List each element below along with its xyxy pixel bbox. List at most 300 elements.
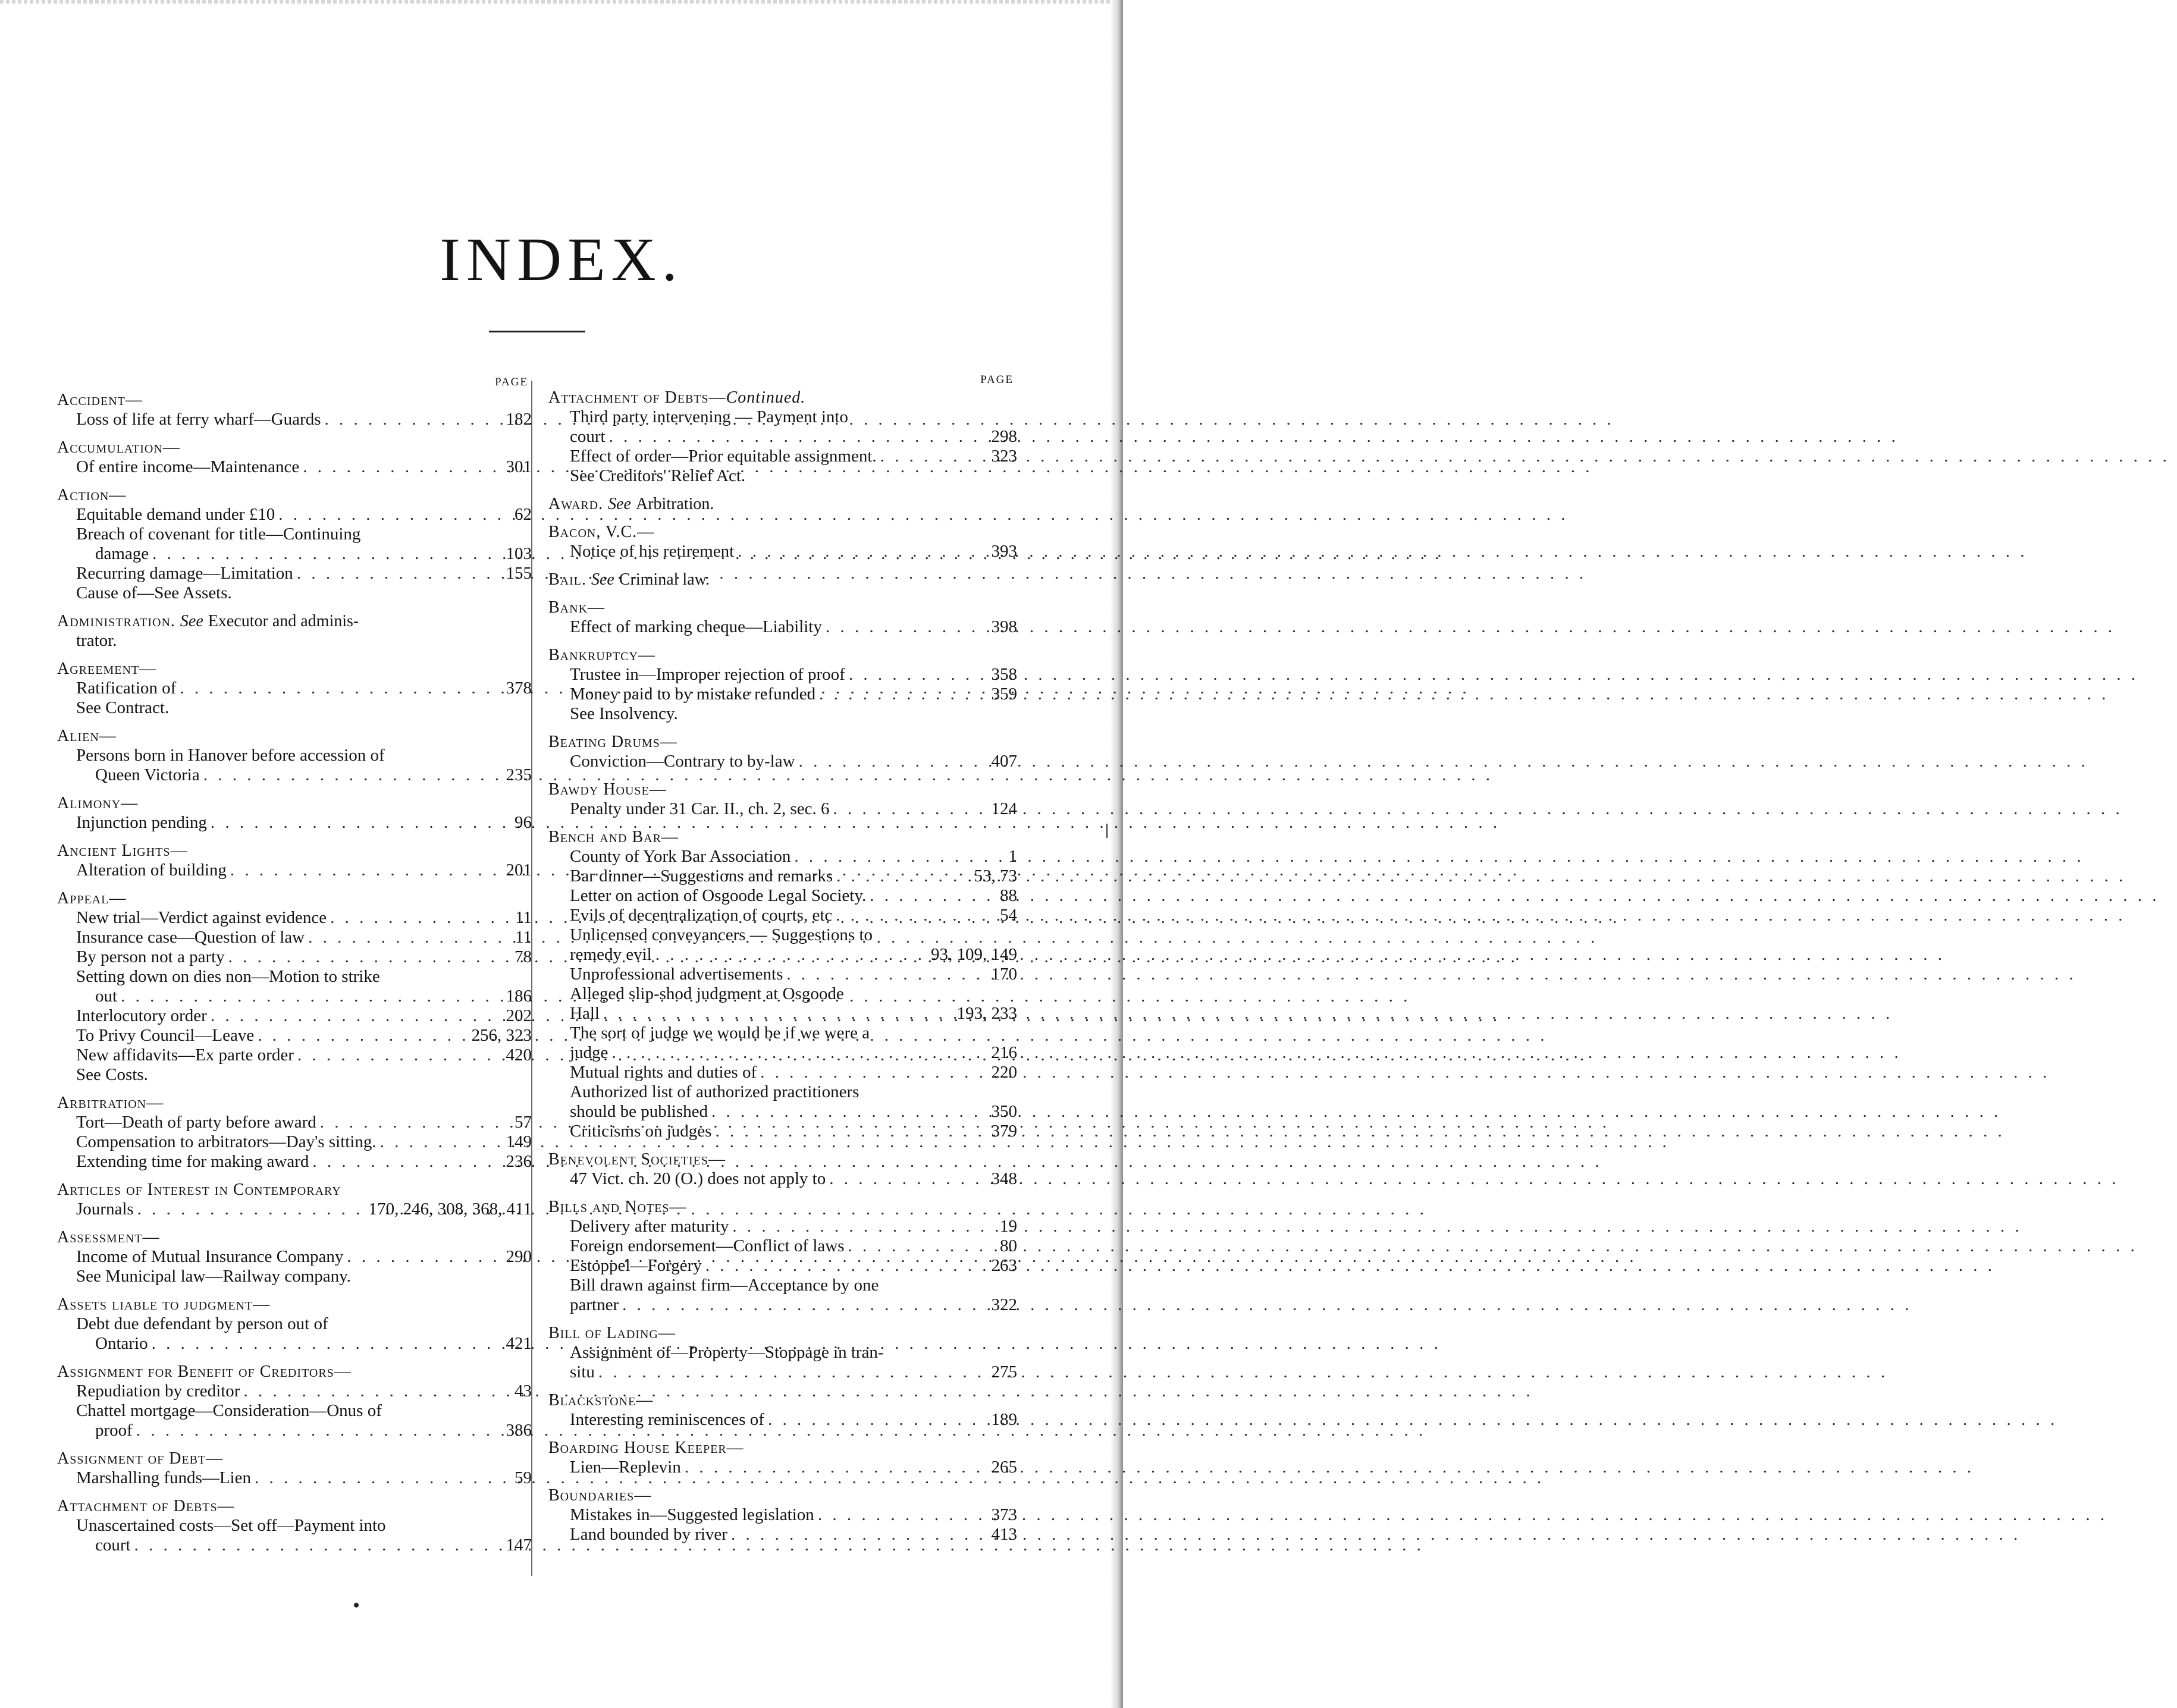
see-reference-target: Arbitration. xyxy=(635,495,714,513)
leader-dots xyxy=(799,752,988,771)
item-text: Compensation to arbitrators—Day's sitting. xyxy=(76,1132,377,1151)
entry-heading-text: Agreement— xyxy=(57,660,157,678)
index-item xyxy=(548,665,1017,685)
entry-heading xyxy=(548,388,1017,407)
entry-heading xyxy=(548,1390,1017,1410)
index-item xyxy=(57,1314,532,1334)
leader-dots xyxy=(243,1382,511,1401)
index-item xyxy=(548,427,1017,447)
entry-heading xyxy=(548,1323,1017,1343)
entry-heading xyxy=(548,598,1017,617)
item-text: Setting down on dies non—Motion to strike xyxy=(76,967,380,986)
page-number: 322 xyxy=(991,1295,1017,1314)
item-text: Debt due defendant by person out of xyxy=(76,1314,328,1333)
index-item xyxy=(57,1468,532,1488)
index-item xyxy=(57,1536,532,1555)
leader-dots xyxy=(848,1236,997,1256)
page-number: 358 xyxy=(991,665,1017,684)
index-item xyxy=(57,631,532,651)
item-text: Unascertained costs—Set off—Payment into xyxy=(76,1516,386,1535)
index-item xyxy=(57,1200,532,1219)
index-item xyxy=(57,1267,532,1286)
item-text: Equitable demand under £10 xyxy=(76,505,275,524)
index-item xyxy=(548,704,1017,724)
entry-heading-text: Boundaries— xyxy=(548,1486,652,1505)
index-item xyxy=(57,679,532,698)
index-entry xyxy=(548,1197,1017,1315)
entry-heading-text: Bank— xyxy=(548,598,606,617)
leader-dots xyxy=(611,1043,987,1063)
item-text: Tort—Death of party before award xyxy=(76,1113,316,1132)
index-entry xyxy=(57,1449,532,1488)
item-text: Mistakes in—Suggested legislation xyxy=(570,1505,814,1524)
leader-dots xyxy=(655,945,927,965)
index-entry xyxy=(57,1496,532,1555)
index-item xyxy=(57,505,532,525)
leader-dots xyxy=(826,617,988,637)
item-text: Interesting reminiscences of xyxy=(570,1410,764,1429)
index-item xyxy=(57,813,532,833)
index-entry xyxy=(57,1295,532,1354)
index-item xyxy=(548,617,1017,637)
page-number: 93, 109, 149 xyxy=(931,945,1017,964)
index-item xyxy=(57,1516,532,1536)
item-text: damage xyxy=(95,544,149,563)
index-entry xyxy=(548,645,1017,724)
entry-heading-text: Bail. xyxy=(548,570,586,589)
index-item xyxy=(548,1525,1017,1544)
page-number: 149 xyxy=(506,1132,532,1151)
leader-dots xyxy=(380,1132,503,1152)
item-text: The sort of judge we would be if we were a xyxy=(570,1023,870,1043)
page-number: 193, 233 xyxy=(956,1004,1017,1023)
entry-heading-text: Assessment— xyxy=(57,1228,160,1247)
leader-dots xyxy=(203,765,503,785)
index-entry xyxy=(57,726,532,785)
item-text: Of entire income—Maintenance xyxy=(76,457,300,476)
index-item xyxy=(57,1401,532,1421)
page-number: 96 xyxy=(515,813,532,832)
leader-dots xyxy=(258,1026,468,1045)
index-entry xyxy=(57,1227,532,1286)
index-item xyxy=(548,685,1017,704)
page-number: 301 xyxy=(506,457,532,476)
index-entry xyxy=(57,888,532,1085)
see-reference-label: See xyxy=(180,612,203,630)
page-number: 407 xyxy=(991,752,1017,771)
page-number: 420 xyxy=(506,1045,532,1065)
index-item xyxy=(548,1410,1017,1430)
leader-dots xyxy=(255,1468,511,1488)
entry-heading-text: Boarding House Keeper— xyxy=(548,1439,744,1457)
page-number: 290 xyxy=(506,1247,532,1266)
index-item xyxy=(57,1006,532,1026)
see-reference-target: Criminal law. xyxy=(619,570,710,589)
item-text: out xyxy=(95,987,118,1006)
item-text: See Contract. xyxy=(76,698,170,717)
index-item xyxy=(57,861,532,880)
page-number: 19 xyxy=(1000,1217,1017,1236)
item-text: Hall xyxy=(570,1004,600,1023)
left-column xyxy=(57,375,532,1563)
item-text: Interlocutory order xyxy=(76,1006,207,1025)
leader-dots xyxy=(297,1045,503,1065)
index-item xyxy=(548,886,1017,906)
item-text: Extending time for making award xyxy=(76,1152,309,1171)
entry-heading xyxy=(548,732,1017,752)
item-text: See Insolvency. xyxy=(570,704,678,723)
leader-dots xyxy=(320,1113,511,1132)
index-item xyxy=(548,1295,1017,1315)
index-item xyxy=(57,1132,532,1152)
index-entry xyxy=(548,522,1017,561)
page-number: 53, 73 xyxy=(974,866,1017,886)
entry-heading xyxy=(548,827,1017,847)
leader-dots xyxy=(794,847,1005,866)
index-entry xyxy=(548,732,1017,771)
entry-heading xyxy=(57,390,532,410)
item-text: Foreign endorsement—Conflict of laws xyxy=(570,1236,845,1255)
index-entry xyxy=(548,1486,1017,1544)
item-text: Cause of—See Assets. xyxy=(76,583,232,602)
leader-dots xyxy=(312,1152,502,1172)
leader-dots xyxy=(786,965,987,984)
leader-dots xyxy=(849,665,988,685)
page-number: 393 xyxy=(991,542,1017,561)
page-number: 57 xyxy=(515,1113,532,1132)
item-text: Money paid to by mistake refunded xyxy=(570,685,816,704)
index-item xyxy=(57,947,532,967)
entry-heading-text: Assets liable to judgment— xyxy=(57,1295,271,1314)
index-item xyxy=(57,583,532,603)
item-text: Unlicensed conveyancers — Suggestions to xyxy=(570,925,873,944)
page-number: 265 xyxy=(991,1458,1017,1477)
index-item xyxy=(548,407,1017,427)
page-number: 421 xyxy=(506,1334,532,1353)
index-item xyxy=(548,1458,1017,1477)
page-number: 350 xyxy=(991,1102,1017,1121)
index-entry xyxy=(57,611,532,651)
page-number: 88 xyxy=(1000,886,1017,905)
item-text: Third party intervening — Payment into xyxy=(570,407,848,426)
entry-heading xyxy=(548,780,1017,799)
entry-heading xyxy=(57,1093,532,1113)
entry-heading-text: Action— xyxy=(57,486,127,504)
page-number: 1 xyxy=(1008,847,1017,866)
entry-heading-text: Bill of Lading— xyxy=(548,1324,676,1342)
leader-dots xyxy=(230,861,503,880)
index-item xyxy=(548,799,1017,819)
item-text: Penalty under 31 Car. II., ch. 2, sec. 6 xyxy=(570,799,830,818)
index-entry xyxy=(57,390,532,429)
index-item xyxy=(548,906,1017,925)
entry-heading xyxy=(57,793,532,813)
page-number: 323 xyxy=(991,447,1017,466)
index-item xyxy=(57,987,532,1006)
index-item xyxy=(548,752,1017,771)
leader-dots xyxy=(308,928,512,947)
index-item xyxy=(548,1023,1017,1043)
index-item xyxy=(548,1063,1017,1082)
item-text: By person not a party xyxy=(76,947,225,966)
index-item xyxy=(57,1334,532,1354)
item-text: court xyxy=(95,1536,131,1555)
see-reference-target: Executor and adminis- xyxy=(208,612,359,630)
item-text: Bill drawn against firm—Acceptance by one xyxy=(570,1276,879,1295)
entry-heading-text: Blackstone— xyxy=(548,1391,654,1409)
entry-heading xyxy=(548,570,1017,589)
page-number: 103 xyxy=(506,544,532,563)
entry-heading-text: Arbitration— xyxy=(57,1094,164,1112)
item-text: Estoppel—Forgery xyxy=(570,1256,702,1275)
index-entry xyxy=(548,494,1017,514)
entry-heading-continued: Continued. xyxy=(726,388,806,407)
index-item xyxy=(548,1004,1017,1023)
leader-dots xyxy=(732,1217,996,1236)
page-number: 359 xyxy=(991,685,1017,704)
leader-dots xyxy=(738,542,987,561)
leader-dots xyxy=(137,1200,365,1219)
page-number: 201 xyxy=(506,861,532,880)
page-number: 43 xyxy=(515,1382,532,1401)
page-number: 147 xyxy=(506,1536,532,1555)
leader-dots xyxy=(297,564,503,583)
entry-heading xyxy=(548,522,1017,542)
entry-heading xyxy=(57,888,532,908)
index-item xyxy=(57,928,532,947)
entry-heading-text: Ancient Lights— xyxy=(57,842,188,860)
index-item xyxy=(548,1276,1017,1295)
margin-mark xyxy=(1106,824,1108,838)
leader-dots xyxy=(603,1004,953,1023)
index-item xyxy=(57,1026,532,1045)
leader-dots xyxy=(819,685,987,704)
item-text: Bar dinner—Suggestions and remarks xyxy=(570,866,833,886)
leader-dots xyxy=(121,987,502,1006)
page-number: 235 xyxy=(506,765,532,784)
entry-heading xyxy=(57,1295,532,1314)
index-item xyxy=(548,1343,1017,1362)
entry-heading-text: Bills and Notes— xyxy=(548,1198,687,1216)
page-number: 263 xyxy=(991,1256,1017,1275)
index-item xyxy=(548,447,1017,466)
index-item xyxy=(57,1247,532,1267)
index-entry xyxy=(548,1323,1017,1382)
leader-dots xyxy=(152,1334,503,1354)
index-item xyxy=(57,1113,532,1132)
index-item xyxy=(57,967,532,987)
item-text: To Privy Council—Leave xyxy=(76,1026,255,1045)
item-text: Loss of life at ferry wharf—Guards xyxy=(76,410,321,429)
entry-heading-text: Assignment for Benefit of Creditors— xyxy=(57,1362,352,1381)
entry-heading-text: Bankruptcy— xyxy=(548,646,655,664)
index-entry xyxy=(548,1150,1017,1189)
entry-heading xyxy=(57,438,532,457)
page-number: 413 xyxy=(991,1525,1017,1544)
entry-heading-text: Bacon, V.C.— xyxy=(548,523,655,541)
index-item xyxy=(548,1362,1017,1382)
item-text: Effect of order—Prior equitable assignment. xyxy=(570,447,877,466)
leader-dots xyxy=(715,1122,987,1141)
index-entry xyxy=(548,570,1017,589)
index-item xyxy=(57,457,532,477)
entry-heading-text: Alimony— xyxy=(57,794,139,812)
entry-heading xyxy=(548,1486,1017,1505)
item-text: New trial—Verdict against evidence xyxy=(76,908,327,927)
item-text: Criticisms on judges xyxy=(570,1122,712,1141)
item-text: situ xyxy=(570,1362,595,1382)
index-item xyxy=(548,965,1017,984)
leader-dots xyxy=(152,544,502,564)
page-number: 373 xyxy=(991,1505,1017,1524)
leader-dots xyxy=(325,410,503,429)
entry-heading xyxy=(57,485,532,505)
index-item xyxy=(548,1082,1017,1102)
page-number: 182 xyxy=(506,410,532,429)
item-text: Delivery after maturity xyxy=(570,1217,729,1236)
item-text: Letter on action of Osgoode Legal Society. xyxy=(570,886,867,905)
entry-heading xyxy=(57,1227,532,1247)
item-text: Journals xyxy=(76,1200,134,1219)
index-item xyxy=(548,1236,1017,1256)
item-text: Insurance case—Question of law xyxy=(76,928,305,947)
index-entry xyxy=(57,793,532,833)
entry-heading xyxy=(548,1438,1017,1458)
leader-dots xyxy=(836,906,996,925)
item-text: Queen Victoria xyxy=(95,765,200,784)
page-number: 80 xyxy=(1000,1236,1017,1255)
page-number: 59 xyxy=(515,1468,532,1487)
item-text: proof xyxy=(95,1421,133,1440)
leader-dots xyxy=(760,1063,987,1082)
item-text: 47 Vict. ch. 20 (O.) does not apply to xyxy=(570,1169,826,1188)
item-text: See Costs. xyxy=(76,1065,148,1084)
leader-dots xyxy=(598,1362,988,1382)
item-text: See Creditors' Relief Act. xyxy=(570,466,746,485)
leader-dots xyxy=(731,1525,988,1544)
index-item xyxy=(57,908,532,928)
page-number: 62 xyxy=(515,505,532,524)
item-text: Mutual rights and duties of xyxy=(570,1063,757,1082)
index-item xyxy=(57,746,532,765)
entry-heading xyxy=(57,1180,532,1200)
entry-heading-text: Alien— xyxy=(57,727,117,745)
leader-dots xyxy=(870,886,996,906)
entry-heading xyxy=(57,841,532,861)
entry-heading-text: Bawdy House— xyxy=(548,780,667,799)
entry-heading xyxy=(57,726,532,746)
right-entries xyxy=(548,388,1017,1544)
page-number: 216 xyxy=(991,1043,1017,1062)
index-entry xyxy=(57,1362,532,1440)
page-number: 11 xyxy=(515,908,532,927)
page-number: 11 xyxy=(515,928,532,947)
entry-heading-text: Award. xyxy=(548,495,604,513)
index-item xyxy=(548,866,1017,886)
index-entry xyxy=(57,841,532,880)
entry-heading xyxy=(548,1197,1017,1217)
item-text: Authorized list of authorized practitioners xyxy=(570,1082,859,1101)
left-entries xyxy=(57,390,532,1555)
item-text: Lien—Replevin xyxy=(570,1458,681,1477)
index-entry xyxy=(548,598,1017,637)
leader-dots xyxy=(278,505,511,525)
entry-heading-text: Bench and Bar— xyxy=(548,828,679,846)
index-entry xyxy=(548,780,1017,819)
item-text: Alleged slip-shod judgment at Osgoode xyxy=(570,984,844,1003)
page-number: 236 xyxy=(506,1152,532,1171)
item-text: court xyxy=(570,427,606,446)
index-item xyxy=(548,1102,1017,1122)
see-reference-label: See xyxy=(591,570,614,589)
item-text: judge xyxy=(570,1043,608,1062)
page-number: 170, 246, 308, 368, 411 xyxy=(368,1200,532,1219)
entry-heading-text: Accident— xyxy=(57,391,143,409)
page-number: 170 xyxy=(991,965,1017,984)
leader-dots xyxy=(829,1169,987,1189)
page-number: 54 xyxy=(1000,906,1017,925)
index-item xyxy=(57,1152,532,1172)
page-number: 186 xyxy=(506,987,532,1006)
index-item xyxy=(548,1505,1017,1525)
leader-dots xyxy=(768,1410,988,1430)
entry-heading-text: Accumulation— xyxy=(57,438,180,457)
index-item xyxy=(548,1043,1017,1063)
item-text: See Municipal law—Railway company. xyxy=(76,1267,352,1286)
page-number: 298 xyxy=(991,427,1017,446)
index-item xyxy=(548,1256,1017,1276)
item-text: Marshalling funds—Lien xyxy=(76,1468,251,1487)
index-item xyxy=(57,544,532,564)
index-item xyxy=(57,564,532,583)
page-number: 386 xyxy=(506,1421,532,1440)
index-item xyxy=(548,1169,1017,1189)
index-item xyxy=(57,1382,532,1401)
index-entry xyxy=(548,827,1017,1141)
leader-dots xyxy=(180,679,502,698)
leader-dots xyxy=(711,1102,988,1122)
page-column-header-left: PAGE xyxy=(495,376,528,388)
index-item xyxy=(57,1045,532,1065)
leader-dots xyxy=(211,1006,503,1026)
see-reference-label: See xyxy=(608,495,631,513)
index-item xyxy=(548,1217,1017,1236)
item-text: Notice of his retirement xyxy=(570,542,735,561)
item-text: Evils of decentralization of courts, etc xyxy=(570,906,833,925)
index-item xyxy=(57,410,532,429)
entry-heading xyxy=(57,659,532,679)
item-text: New affidavits—Ex parte order xyxy=(76,1045,294,1065)
entry-heading-text: Attachment of Debts— xyxy=(57,1497,235,1515)
entry-heading xyxy=(57,611,532,631)
entry-heading xyxy=(57,1449,532,1468)
item-text: Conviction—Contrary to by-law xyxy=(570,752,795,771)
leader-dots xyxy=(330,908,512,928)
entry-heading-text: Benevolent Societies— xyxy=(548,1150,726,1169)
leader-dots xyxy=(347,1247,502,1267)
page-number: 202 xyxy=(506,1006,532,1025)
item-text: Land bounded by river xyxy=(570,1525,727,1544)
entry-heading xyxy=(57,1496,532,1516)
page-number: 155 xyxy=(506,564,532,583)
index-entry xyxy=(57,1093,532,1172)
item-text: remedy evil xyxy=(570,945,652,964)
index-item xyxy=(57,525,532,544)
index-item xyxy=(57,765,532,785)
entry-heading-text: Administration. xyxy=(57,612,175,630)
index-item xyxy=(57,1065,532,1085)
index-item xyxy=(57,1421,532,1440)
